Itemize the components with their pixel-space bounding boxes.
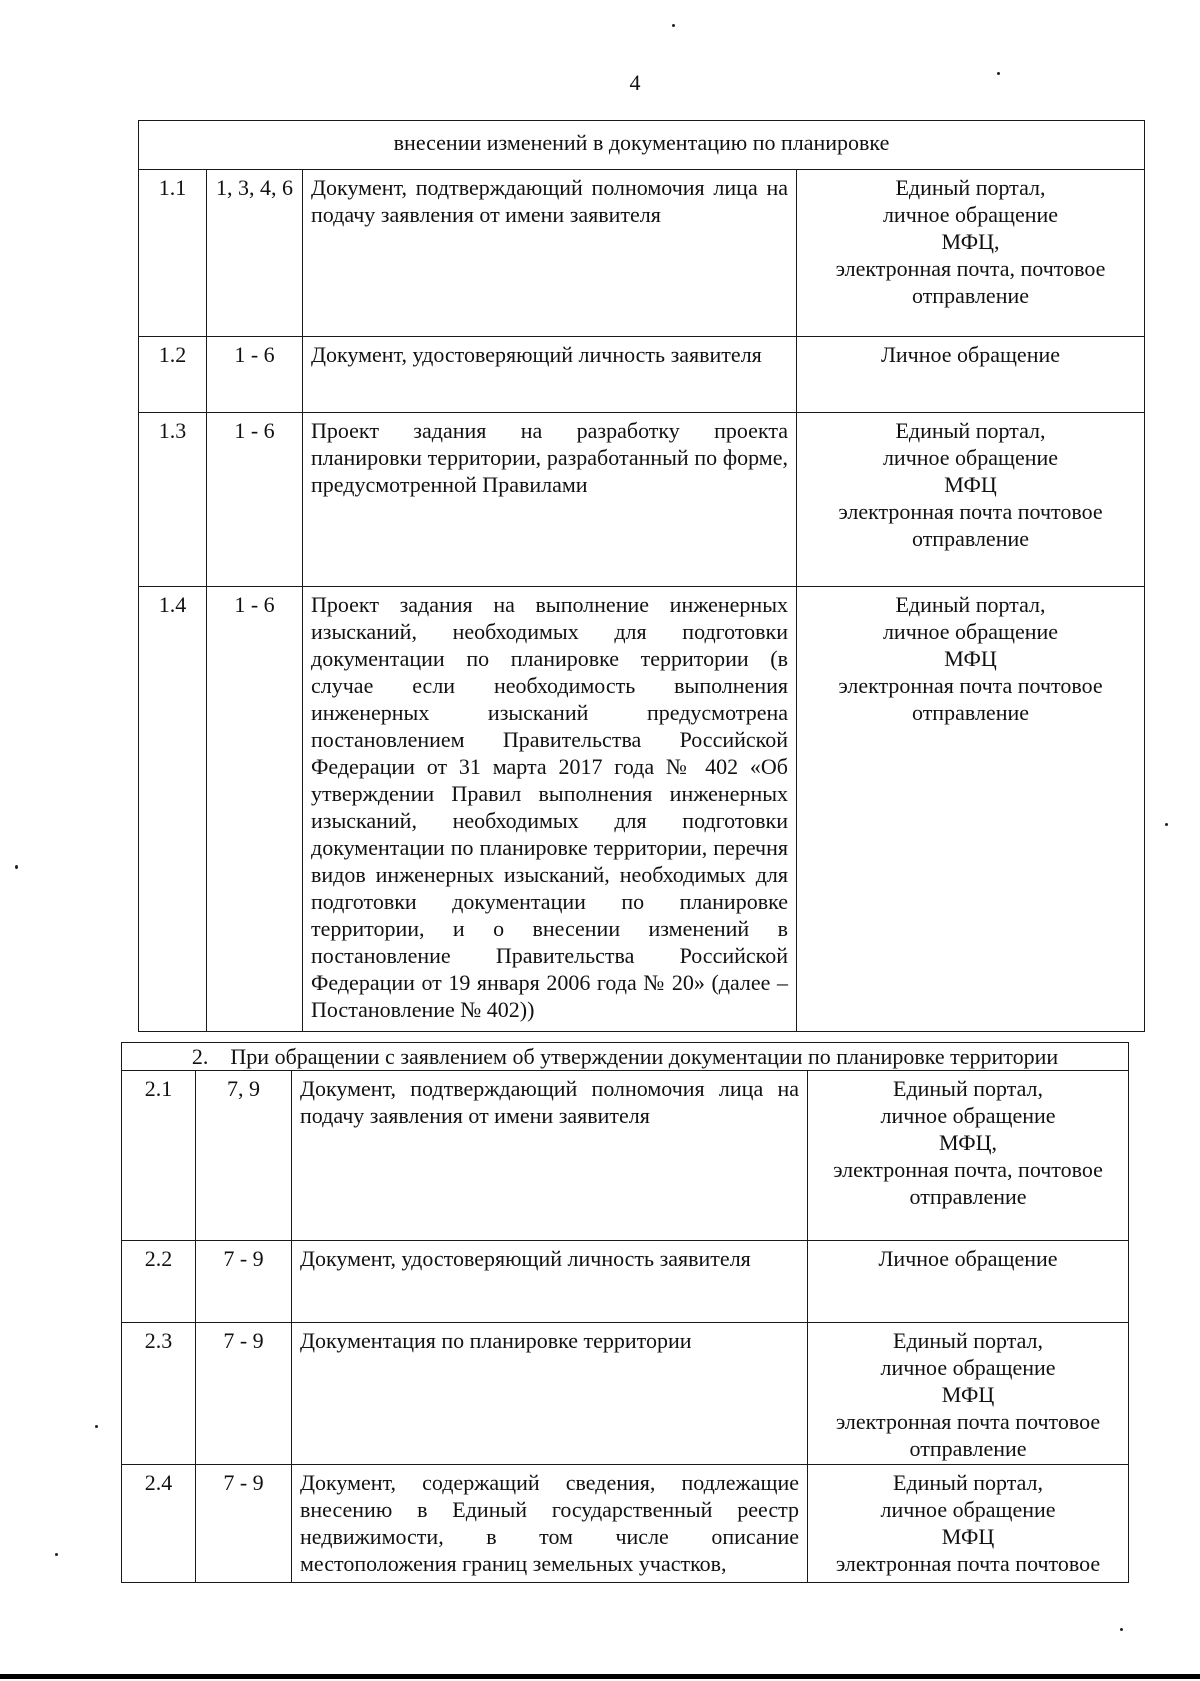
method-line: Единый портал, (893, 1470, 1044, 1495)
submission-method (808, 1241, 1129, 1323)
method-line: электронная почта почтовое (835, 1551, 1101, 1576)
row-number: 2.3 (122, 1323, 196, 1465)
method-line: отправление (911, 526, 1029, 551)
method-line: отправление (911, 700, 1029, 725)
method-line: Личное обращение (878, 1246, 1058, 1271)
method-line: МФЦ, (941, 229, 1000, 254)
method-line: Единый портал, (895, 418, 1046, 443)
documents-table-part-2 (121, 1042, 1129, 1583)
method-line: МФЦ (941, 1524, 995, 1549)
document-name: Проект задания на разработку проекта планировки территории, разработанный по форме, предусмотренной Правилами (303, 413, 797, 587)
header-row (139, 121, 1145, 170)
method-line: Единый портал, (893, 1076, 1044, 1101)
section-2-heading (122, 1043, 1129, 1071)
scan-speck (1165, 823, 1168, 826)
table-row (139, 337, 1145, 413)
application-numbers: 1 - 6 (207, 413, 303, 587)
submission-method (797, 587, 1145, 1032)
table-row (122, 1071, 1129, 1241)
method-line: электронная почта почтовое (838, 673, 1103, 698)
application-numbers: 1, 3, 4, 6 (207, 170, 303, 337)
method-line: личное обращение (880, 1103, 1056, 1128)
method-line: электронная почта почтовое (838, 499, 1103, 524)
method-line: электронная почта, почтовое (835, 256, 1106, 281)
document-name: Документ, подтверждающий полномочия лица на подачу заявления от имени заявителя (292, 1071, 808, 1241)
submission-method (797, 413, 1145, 587)
method-line: Единый портал, (895, 592, 1046, 617)
scan-speck (95, 1425, 98, 1428)
submission-method (797, 337, 1145, 413)
application-numbers: 1 - 6 (207, 587, 303, 1032)
application-numbers: 7 - 9 (196, 1465, 292, 1583)
method-line: Единый портал, (893, 1328, 1044, 1353)
method-line: личное обращение (880, 1497, 1056, 1522)
method-line: личное обращение (882, 619, 1059, 644)
row-number: 2.1 (122, 1071, 196, 1241)
row-number: 1.2 (139, 337, 207, 413)
submission-method (797, 170, 1145, 337)
application-numbers: 7, 9 (196, 1071, 292, 1241)
table-row (122, 1465, 1129, 1583)
scan-edge-line (0, 1674, 1200, 1679)
method-line: личное обращение (882, 445, 1059, 470)
method-line: МФЦ (944, 646, 997, 671)
scan-speck (55, 1553, 58, 1556)
method-line: личное обращение (880, 1355, 1056, 1380)
method-line: МФЦ (941, 1382, 995, 1407)
method-line: отправление (911, 283, 1029, 308)
page-number: 4 (629, 70, 641, 95)
table-row (122, 1241, 1129, 1323)
document-name: Документация по планировке территории (292, 1323, 808, 1465)
method-line: МФЦ, (939, 1130, 998, 1155)
table-row (139, 413, 1145, 587)
submission-method (808, 1323, 1129, 1465)
submission-method (808, 1071, 1129, 1241)
scan-speck (15, 865, 18, 869)
method-line: отправление (909, 1184, 1027, 1209)
row-number: 2.4 (122, 1465, 196, 1583)
document-name: Проект задания на выполнение инженерных изысканий, необходимых для подготовки документации по планировке территории (в случае если необходимость выполнения инженерных изысканий предусмотрена постановлением Правительства Российской Федерации от 31 марта 2017 года № 402 «Об утверждении Правил выполнения инженерных изысканий, необходимых для подготовки документации по планировке территории, перечня видов инженерных изысканий, необходимых для подготовки документации по планировке территории, и о внесении изменений в постановление Правительства Российской Федерации от 19 января 2006 года № 20» (далее – Постановление № 402)) (303, 587, 797, 1032)
row-number: 1.3 (139, 413, 207, 587)
section-row (122, 1043, 1129, 1071)
table-row (139, 587, 1145, 1032)
document-name: Документ, удостоверяющий личность заявителя (292, 1241, 808, 1323)
application-numbers: 7 - 9 (196, 1241, 292, 1323)
scan-speck (672, 24, 675, 27)
documents-table-part-1 (138, 120, 1145, 1032)
method-line: Единый портал, (895, 175, 1046, 200)
document-name: Документ, удостоверяющий личность заявителя (303, 337, 797, 413)
section-title: При обращении с заявлением об утверждении документации по планировке территории (230, 1044, 1059, 1069)
scan-speck (1120, 1628, 1123, 1631)
document-name: Документ, подтверждающий полномочия лица на подачу заявления от имени заявителя (303, 170, 797, 337)
method-line: МФЦ (944, 472, 997, 497)
application-numbers: 7 - 9 (196, 1323, 292, 1465)
method-line: электронная почта почтовое (835, 1409, 1101, 1434)
header-continuation: внесении изменений в документацию по планировке (139, 121, 1145, 170)
section-number: 2. (191, 1044, 209, 1069)
application-numbers: 1 - 6 (207, 337, 303, 413)
scan-speck (997, 72, 1000, 75)
row-number: 1.4 (139, 587, 207, 1032)
row-number: 2.2 (122, 1241, 196, 1323)
table-row (139, 170, 1145, 337)
table-row (122, 1323, 1129, 1465)
method-line: личное обращение (882, 202, 1059, 227)
method-line: Личное обращение (880, 342, 1061, 367)
method-line: электронная почта, почтовое (833, 1157, 1103, 1182)
method-line: отправление (909, 1436, 1027, 1461)
row-number: 1.1 (139, 170, 207, 337)
document-name: Документ, содержащий сведения, подлежащие внесению в Единый государственный реестр недвижимости, в том числе описание местоположения границ земельных участков, (292, 1465, 808, 1583)
submission-method (808, 1465, 1129, 1583)
